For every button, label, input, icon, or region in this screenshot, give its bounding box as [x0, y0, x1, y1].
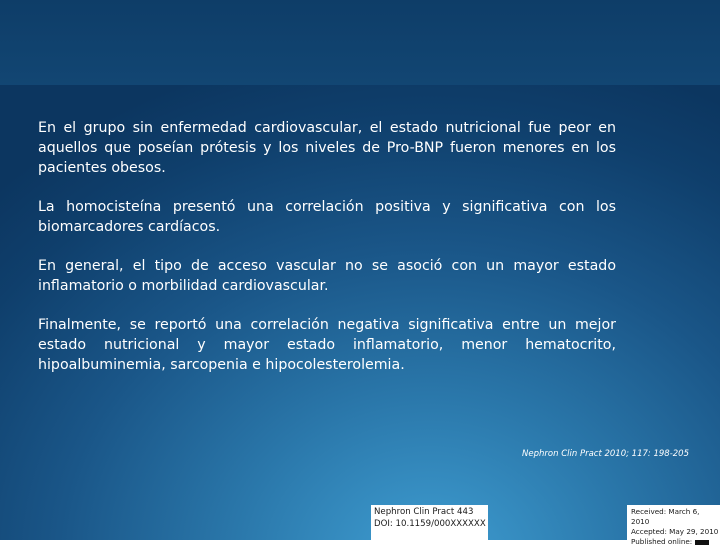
paragraph-1: En el grupo sin enfermedad cardiovascular, el estado nutricional fue peor en aquellos que poseían prótesis y los niveles de Pro-BNP fueron menores en los pacientes obesos. — [38, 120, 616, 176]
paragraph-2: La homocisteína presentó una correlación positiva y significativa con los biomarcadores cardíacos. — [38, 199, 616, 235]
dates-box — [627, 505, 720, 546]
redacted-block — [695, 540, 709, 545]
body-text — [38, 118, 616, 394]
citation: Nephron Clin Pract 2010; 117: 198-205 — [522, 449, 689, 459]
journal-info-box — [371, 505, 488, 540]
paragraph-4: Finalmente, se reportó una correlación negativa significativa entre un mejor estado nutricional y mayor estado inflamatorio, menor hematocrito, hipoalbuminemia, sarcopenia e hipocolesterolemia. — [38, 317, 616, 373]
published-date — [631, 537, 720, 547]
accepted-date: Accepted: May 29, 2010 — [631, 527, 719, 536]
slide-top-band — [0, 0, 720, 85]
doi: DOI: 10.1159/000XXXXXX — [374, 518, 486, 529]
paragraph-3: En general, el tipo de acceso vascular no se asoció con un mayor estado inflamatorio o morbilidad cardiovascular. — [38, 258, 616, 294]
received-date: Received: March 6, 2010 — [631, 507, 700, 526]
published-label: Published online: — [631, 537, 693, 546]
journal-name: Nephron Clin Pract 443 — [374, 507, 474, 517]
